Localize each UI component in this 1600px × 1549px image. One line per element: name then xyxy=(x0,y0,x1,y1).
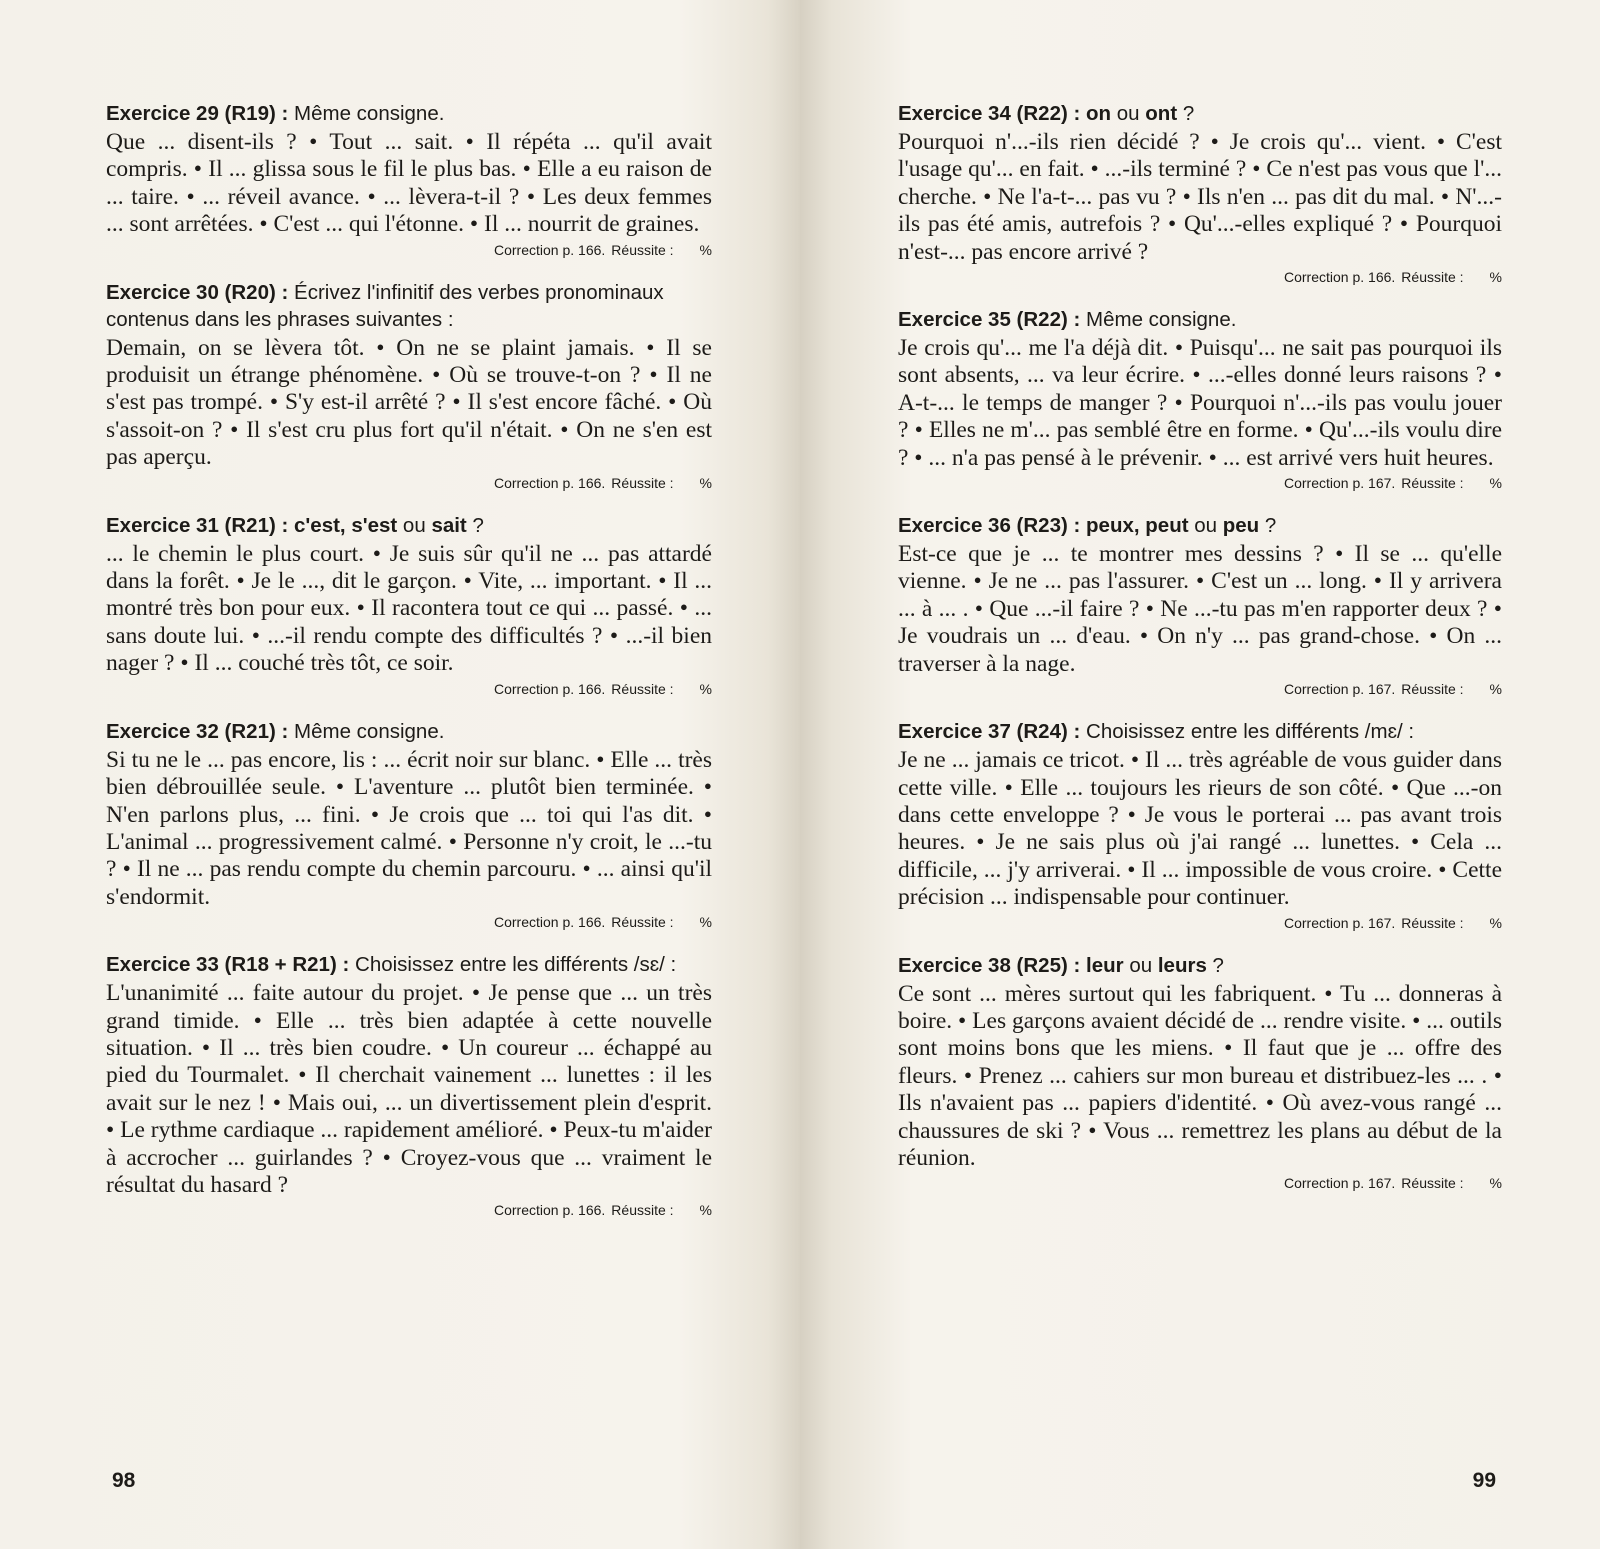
percent-sign: % xyxy=(699,1202,712,1219)
right-page xyxy=(800,0,1600,1549)
exercise-heading xyxy=(106,951,712,978)
percent-sign: % xyxy=(699,680,712,697)
keyword-separator: ou xyxy=(397,513,432,537)
percent-sign: % xyxy=(1489,475,1502,492)
reussite-label: Réussite : xyxy=(611,474,674,491)
exercise-heading xyxy=(106,279,712,333)
exercise-37 xyxy=(898,718,1502,931)
reussite-label: Réussite : xyxy=(611,914,674,931)
reussite-label: Réussite : xyxy=(611,680,674,697)
reussite-label: Réussite : xyxy=(1401,1175,1464,1192)
exercise-heading xyxy=(106,100,712,127)
exercise-heading xyxy=(106,718,712,745)
correction-ref: Correction p. 166. xyxy=(1284,269,1396,286)
exercise-heading xyxy=(106,512,712,539)
percent-sign: % xyxy=(1489,269,1502,286)
heading-end: ? xyxy=(466,513,484,537)
heading-end: ? xyxy=(1206,953,1224,977)
reussite-label: Réussite : xyxy=(611,241,674,258)
exercise-instruction: Choisissez entre les différents /sɛ/ : xyxy=(349,953,677,977)
exercise-36 xyxy=(898,512,1502,698)
exercise-heading xyxy=(898,306,1502,333)
percent-sign: % xyxy=(699,474,712,491)
correction-ref: Correction p. 167. xyxy=(1284,1175,1396,1192)
right-column xyxy=(898,100,1502,1212)
exercise-32 xyxy=(106,718,712,931)
correction-line xyxy=(106,474,712,492)
exercise-instruction: Même consigne. xyxy=(288,102,445,125)
keyword-2: sait xyxy=(431,513,467,537)
exercise-text: Pourquoi n'...-ils rien décidé ? • Je crois qu'... vient. • C'est l'usage qu'... en fait. • ...-ils terminé ? • Ce n'est pas vous que l'... cherche. • Ne l'a-t-... pas vu ? • Ils n'en ... pas dit du mal. • N'...-ils pas été amis, autrefois ? • Qu'...-elles expliqué ? • Pourquoi n'est-... pas encore arrivé ? xyxy=(898,129,1502,265)
percent-sign: % xyxy=(1489,1175,1502,1192)
correction-ref: Correction p. 166. xyxy=(494,474,606,491)
exercise-label: Exercice 32 (R21) : xyxy=(106,719,289,743)
exercise-instruction: Écrivez l'infinitif des verbes pronominaux contenus dans les phrases suivantes : xyxy=(106,280,664,331)
exercise-label: Exercice 36 (R23) : xyxy=(898,514,1081,538)
percent-sign: % xyxy=(1489,681,1502,698)
keyword-1: peux, peut xyxy=(1086,514,1189,538)
correction-ref: Correction p. 167. xyxy=(1284,475,1396,492)
exercise-text: Ce sont ... mères surtout qui les fabriquent. • Tu ... donneras à boire. • Les garçons avaient décidé de ... rendre visite. • ... outils sont moins bons que les miens. • Il faut que je ... offre des fleurs. • Prenez ... cahiers sur mon bureau et distribuez-les ... . • Ils n'avaient pas ... papiers d'identité. • Où avez-vous rangé ... chaussures de ski ? • Vous ... remettrez les plans au début de la réunion. xyxy=(898,980,1502,1171)
exercise-instruction: Choisissez entre les différents /mɛ/ : xyxy=(1080,720,1415,744)
exercise-label: Exercice 31 (R21) : xyxy=(106,513,289,537)
exercise-text: L'unanimité ... faite autour du projet. • Je pense que ... un très grand timide. • Elle ... très bien adaptée à cette nouvelle situation. • Il ... très bien coudre. • Un coureur ... échappé au pied du Tourmalet. • Il cherchait vainement ... lunettes : il les avait sur le nez ! • Mais oui, ... un divertissement plein d'esprit. • Le rythme cardiaque ... rapidement amélioré. • Peux-tu m'aider à accrocher ... guirlandes ? • Croyez-vous que ... vraiment le résultat du hasard ? xyxy=(106,980,712,1198)
exercise-label: Exercice 29 (R19) : xyxy=(106,102,289,125)
reussite-label: Réussite : xyxy=(611,1202,674,1219)
keyword-1: on xyxy=(1086,102,1112,125)
reussite-label: Réussite : xyxy=(1401,475,1464,492)
exercise-heading xyxy=(898,512,1502,539)
exercise-label: Exercice 34 (R22) : xyxy=(898,102,1081,125)
exercise-heading xyxy=(898,952,1502,979)
percent-sign: % xyxy=(699,241,712,258)
exercise-label: Exercice 33 (R18 + R21) : xyxy=(106,953,350,977)
keyword-separator: ou xyxy=(1123,953,1158,977)
correction-line xyxy=(898,680,1502,698)
exercise-label: Exercice 35 (R22) : xyxy=(898,308,1081,332)
reussite-label: Réussite : xyxy=(1401,681,1464,698)
exercise-33 xyxy=(106,951,712,1219)
correction-line xyxy=(898,268,1502,286)
keyword-2: peu xyxy=(1222,514,1260,538)
exercise-text: Je crois qu'... me l'a déjà dit. • Puisqu'... ne sait pas pourquoi ils sont absents, ... va leur écrire. • ...-elles donné leurs raisons ? • A-t-... le temps de manger ? • Pourquoi n'...-ils pas voulu jouer ? • Elles ne m'... pas semblé être en forme. • Qu'...-ils voulu dire ? • ... n'a pas pensé à le prévenir. • ... est arrivé vers huit heures. xyxy=(898,335,1502,471)
exercise-instruction: Même consigne. xyxy=(1080,308,1237,332)
exercise-label: Exercice 30 (R20) : xyxy=(106,280,289,304)
exercise-text: Que ... disent-ils ? • Tout ... sait. • Il répéta ... qu'il avait compris. • Il ... glissa sous le fil le plus bas. • Elle a eu raison de ... taire. • ... réveil avance. • ... lèvera-t-il ? • Les deux femmes ... sont arrêtées. • C'est ... qui l'étonne. • Il ... nourrit de graines. xyxy=(106,129,712,238)
heading-end: ? xyxy=(1259,514,1277,538)
exercise-heading xyxy=(898,718,1502,745)
correction-ref: Correction p. 166. xyxy=(494,241,606,258)
correction-ref: Correction p. 166. xyxy=(494,1202,606,1219)
exercise-34 xyxy=(898,100,1502,286)
exercise-text: Si tu ne le ... pas encore, lis : ... écrit noir sur blanc. • Elle ... très bien débrouillée seule. • L'aventure ... plutôt bien terminée. • N'en parlons plus, ... fini. • Je crois que ... toi qui l'as dit. • L'animal ... progressivement calmé. • Personne n'y croit, le ...-tu ? • Il ne ... pas rendu compte du chemin parcouru. • ... ainsi qu'il s'endormit. xyxy=(106,746,712,910)
percent-sign: % xyxy=(1489,914,1502,931)
heading-end: ? xyxy=(1177,102,1195,125)
left-column xyxy=(106,100,712,1239)
page-number: 99 xyxy=(1472,1469,1496,1492)
exercise-instruction: Même consigne. xyxy=(288,719,445,743)
correction-line xyxy=(106,241,712,259)
exercise-text: Est-ce que je ... te montrer mes dessins ? • Il se ... qu'elle vienne. • Je ne ... pas l'assurer. • C'est un ... long. • Il y arrivera ... à ... . • Que ...-il faire ? • Ne ...-tu pas m'en rapporter deux ? • Je voudrais un ... d'eau. • On n'y ... pas grand-chose. • On ... traverser à la nage. xyxy=(898,541,1502,677)
correction-ref: Correction p. 166. xyxy=(494,680,606,697)
keyword-1: c'est, s'est xyxy=(294,513,398,537)
keyword-1: leur xyxy=(1086,953,1124,977)
correction-ref: Correction p. 166. xyxy=(494,914,606,931)
keyword-2: ont xyxy=(1145,102,1178,125)
exercise-heading xyxy=(898,100,1502,127)
correction-line xyxy=(106,1201,712,1219)
correction-line xyxy=(898,1174,1502,1192)
correction-line xyxy=(898,474,1502,492)
exercise-text: ... le chemin le plus court. • Je suis sûr qu'il ne ... pas attardé dans la forêt. • Je le ..., dit le garçon. • Vite, ... important. • Il ... montré très bon pour eux. • Il racontera tout ce qui ... passé. • ... sans doute lui. • ...-il rendu compte des difficultés ? • ...-il bien nager ? • Il ... couché très tôt, ce soir. xyxy=(106,540,712,677)
exercise-35 xyxy=(898,306,1502,492)
exercise-label: Exercice 38 (R25) : xyxy=(898,953,1081,977)
exercise-text: Je ne ... jamais ce tricot. • Il ... très agréable de vous guider dans cette ville. • Elle ... toujours les rieurs de son côté. • Que ...-on dans cette enveloppe ? • Je vous le porterai ... pas avant trois heures. • Je ne sais plus où j'ai rangé ... lunettes. • Cela ... difficile, ... j'y arriverai. • Il ... impossible de vous croire. • Cette précision ... indispensable pour continuer. xyxy=(898,747,1502,911)
reussite-label: Réussite : xyxy=(1401,269,1464,286)
exercise-text: Demain, on se lèvera tôt. • On ne se plaint jamais. • Il se produisit un étrange phénomène. • Où se trouve-t-on ? • Il ne s'est pas trompé. • S'y est-il arrêté ? • Il s'est encore fâché. • Où s'assoit-on ? • Il s'est cru plus fort qu'il n'était. • On ne s'en est pas aperçu. xyxy=(106,334,712,471)
exercise-31 xyxy=(106,512,712,698)
exercise-29 xyxy=(106,100,712,259)
exercise-38 xyxy=(898,952,1502,1193)
correction-line xyxy=(106,680,712,698)
reussite-label: Réussite : xyxy=(1401,914,1464,931)
exercise-30 xyxy=(106,279,712,492)
correction-line xyxy=(898,914,1502,932)
percent-sign: % xyxy=(699,914,712,931)
correction-line xyxy=(106,913,712,931)
exercise-label: Exercice 37 (R24) : xyxy=(898,720,1081,744)
correction-ref: Correction p. 167. xyxy=(1284,914,1396,931)
page-number: 98 xyxy=(112,1469,136,1492)
correction-ref: Correction p. 167. xyxy=(1284,681,1396,698)
keyword-2: leurs xyxy=(1157,953,1207,977)
keyword-separator: ou xyxy=(1188,514,1223,538)
keyword-separator: ou xyxy=(1111,102,1146,125)
